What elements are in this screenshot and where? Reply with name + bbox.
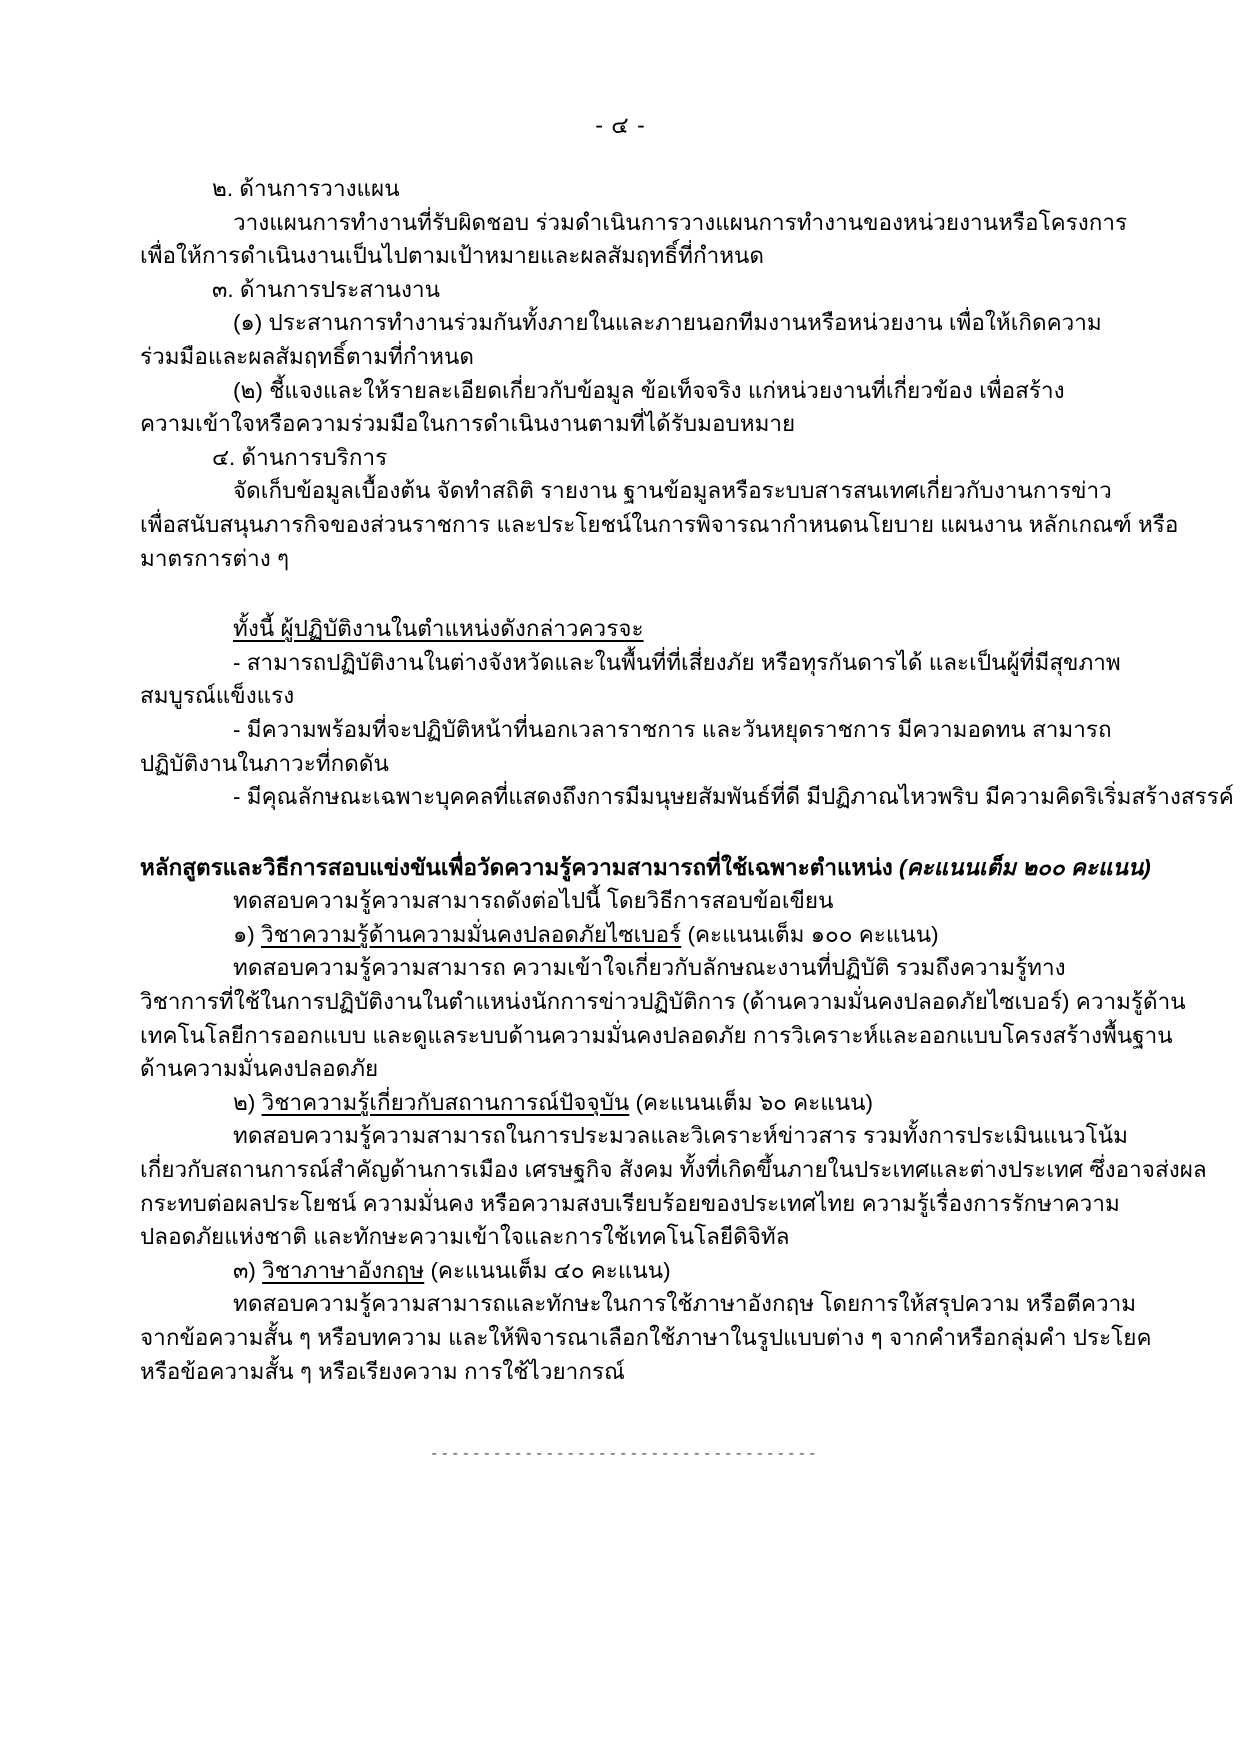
text-line: [140, 1119, 1128, 1153]
text-segment: วางแผนการทำงานที่รับผิดชอบ ร่วมดำเนินการวางแผนการทำงานของหน่วยงานหรือโครงการ: [233, 209, 1128, 235]
document-body: [140, 172, 1234, 1472]
text-line: [140, 1052, 1108, 1086]
text-segment: (คะแนนเต็ม ๒๐๐ คะแนน): [898, 854, 1151, 880]
text-line: [140, 612, 1108, 646]
text-segment: วิชาการที่ใช้ในการปฏิบัติงานในตำแหน่งนักการข่าวปฏิบัติการ (ด้านความมั่นคงปลอดภัยไซเบอร์) ความรู้ด้าน: [140, 989, 1186, 1015]
text-line: [140, 172, 1108, 206]
text-line: [140, 407, 1108, 441]
text-line: [140, 1153, 1207, 1187]
text-line: [140, 679, 1108, 713]
text-line: [140, 884, 1108, 918]
text-segment: หรือข้อความสั้น ๆ หรือเรียงความ การใช้ไวยากรณ์: [140, 1358, 625, 1384]
text-line: [140, 1355, 1108, 1389]
text-line: [140, 713, 1112, 747]
text-segment: ความเข้าใจหรือความร่วมมือในการดำเนินงานตามที่ได้รับมอบหมาย: [140, 411, 796, 437]
text-line: [140, 780, 1234, 814]
text-line: [140, 918, 1108, 952]
text-line: [140, 374, 1108, 408]
text-segment: สมบูรณ์แข็งแรง: [140, 683, 295, 709]
text-line: [140, 441, 1108, 475]
text-line: [140, 1321, 1152, 1355]
text-segment: ๒. ด้านการวางแผน: [212, 176, 400, 201]
text-segment: ๓): [233, 1257, 263, 1283]
text-segment: หลักสูตรและวิธีการสอบแข่งขันเพื่อวัดความรู้ความสามารถที่ใช้เฉพาะตำแหน่ง: [140, 854, 899, 880]
text-segment: ด้านความมั่นคงปลอดภัย: [140, 1056, 379, 1082]
text-line: [140, 239, 1108, 273]
text-segment: ปลอดภัยแห่งชาติ และทักษะความเข้าใจและการใช้เทคโนโลยีดิจิทัล: [140, 1224, 790, 1250]
text-segment: ทดสอบความรู้ความสามารถดังต่อไปนี้ โดยวิธีการสอบข้อเขียน: [233, 888, 834, 914]
text-segment: วิชาภาษาอังกฤษ: [262, 1257, 425, 1283]
text-segment: - มีคุณลักษณะเฉพาะบุคคลที่แสดงถึงการมีมนุษยสัมพันธ์ที่ดี มีปฏิภาณไหวพริบ มีความคิดริเริ่มสร้างสรรค์: [233, 784, 1234, 810]
text-segment: ปฏิบัติงานในภาวะที่กดดัน: [140, 750, 389, 776]
text-segment: ทดสอบความรู้ความสามารถและทักษะในการใช้ภาษาอังกฤษ โดยการให้สรุปความ หรือตีความ: [233, 1291, 1137, 1317]
separator-line: [140, 1434, 1108, 1472]
text-segment: วิชาความรู้เกี่ยวกับสถานการณ์ปัจจุบัน: [261, 1089, 630, 1115]
text-segment: ๔. ด้านการบริการ: [212, 444, 388, 470]
text-segment: - มีความพร้อมที่จะปฏิบัติหน้าที่นอกเวลาราชการ และวันหยุดราชการ มีความอดทน สามารถ: [233, 716, 1112, 742]
text-segment: (๑) ประสานการทำงานร่วมกันทั้งภายในและภายนอกทีมงานหรือหน่วยงาน เพื่อให้เกิดความ: [233, 310, 1102, 336]
text-line: [140, 1086, 1108, 1120]
text-line: [140, 1187, 1120, 1221]
text-line: [140, 206, 1128, 240]
text-segment: ๑): [233, 921, 262, 947]
separator-dashes: -------------------------------------: [429, 1446, 819, 1464]
text-segment: (คะแนนเต็ม ๔๐ คะแนน): [424, 1257, 671, 1283]
text-segment: ร่วมมือและผลสัมฤทธิ์ตามที่กำหนด: [140, 343, 474, 369]
text-line: [140, 306, 1108, 340]
text-line: [140, 1220, 1108, 1254]
text-segment: เทคโนโลยีการออกแบบ และดูแลระบบด้านความมั่นคงปลอดภัย การวิเคราะห์และออกแบบโครงสร้างพื้นฐาน: [140, 1022, 1173, 1048]
text-segment: วิชาความรู้ด้านความมั่นคงปลอดภัยไซเบอร์: [261, 921, 682, 947]
text-segment: - สามารถปฏิบัติงานในต่างจังหวัดและในพื้นที่ที่เสี่ยงภัย หรือทุรกันดารได้ และเป็นผู้ที่มีสุขภาพ: [233, 649, 1121, 675]
page-number: - ๔ -: [595, 112, 646, 138]
text-line: [140, 340, 1108, 374]
text-segment: เพื่อสนับสนุนภารกิจของส่วนราชการ และประโยชน์ในการพิจารณากำหนดนโยบาย แผนงาน หลักเกณฑ์ หรือ: [140, 511, 1179, 537]
text-line: [140, 951, 1108, 985]
text-line: [140, 1019, 1173, 1053]
text-segment: จากข้อความสั้น ๆ หรือบทความ และให้พิจารณาเลือกใช้ภาษาในรูปแบบต่าง ๆ จากคำหรือกลุ่มคำ ประโยค: [140, 1325, 1152, 1350]
text-line: [140, 1254, 1108, 1288]
text-line: [140, 1287, 1137, 1321]
text-line: [140, 542, 1108, 576]
text-segment: (คะแนนเต็ม ๑๐๐ คะแนน): [681, 921, 939, 947]
text-line: [140, 851, 1151, 885]
text-segment: กระทบต่อผลประโยชน์ ความมั่นคง หรือความสงบเรียบร้อยของประเทศไทย ความรู้เรื่องการรักษาความ: [140, 1190, 1120, 1216]
text-line: [140, 985, 1186, 1019]
text-segment: (คะแนนเต็ม ๖๐ คะแนน): [629, 1089, 873, 1115]
text-segment: ทดสอบความรู้ความสามารถในการประมวลและวิเคราะห์ข่าวสาร รวมทั้งการประเมินแนวโน้ม: [233, 1123, 1128, 1149]
text-line: [140, 508, 1179, 542]
text-segment: ทั้งนี้ ผู้ปฏิบัติงานในตำแหน่งดังกล่าวควรจะ: [233, 616, 644, 642]
text-segment: เพื่อให้การดำเนินงานเป็นไปตามเป้าหมายและผลสัมฤทธิ์ที่กำหนด: [140, 243, 765, 269]
text-segment: ๒): [233, 1089, 262, 1115]
text-line: [140, 273, 1108, 307]
text-segment: ทดสอบความรู้ความสามารถ ความเข้าใจเกี่ยวกับลักษณะงานที่ปฏิบัติ รวมถึงความรู้ทาง: [233, 955, 1066, 981]
text-segment: จัดเก็บข้อมูลเบื้องต้น จัดทำสถิติ รายงาน ฐานข้อมูลหรือระบบสารสนเทศเกี่ยวกับงานการข่าว: [233, 478, 1112, 504]
text-line: [140, 474, 1112, 508]
text-segment: เกี่ยวกับสถานการณ์สำคัญด้านการเมือง เศรษฐกิจ สังคม ทั้งที่เกิดขึ้นภายในประเทศและต่างประเทศ ซึ่งอาจส่งผล: [140, 1157, 1207, 1183]
text-line: [140, 646, 1121, 680]
text-segment: ๓. ด้านการประสานงาน: [212, 276, 441, 302]
text-segment: มาตรการต่าง ๆ: [140, 545, 290, 571]
text-segment: (๒) ชี้แจงและให้รายละเอียดเกี่ยวกับข้อมูล ข้อเท็จจริง แก่หน่วยงานที่เกี่ยวข้อง เพื่อสร้าง: [233, 377, 1065, 403]
text-line: [140, 747, 1108, 781]
